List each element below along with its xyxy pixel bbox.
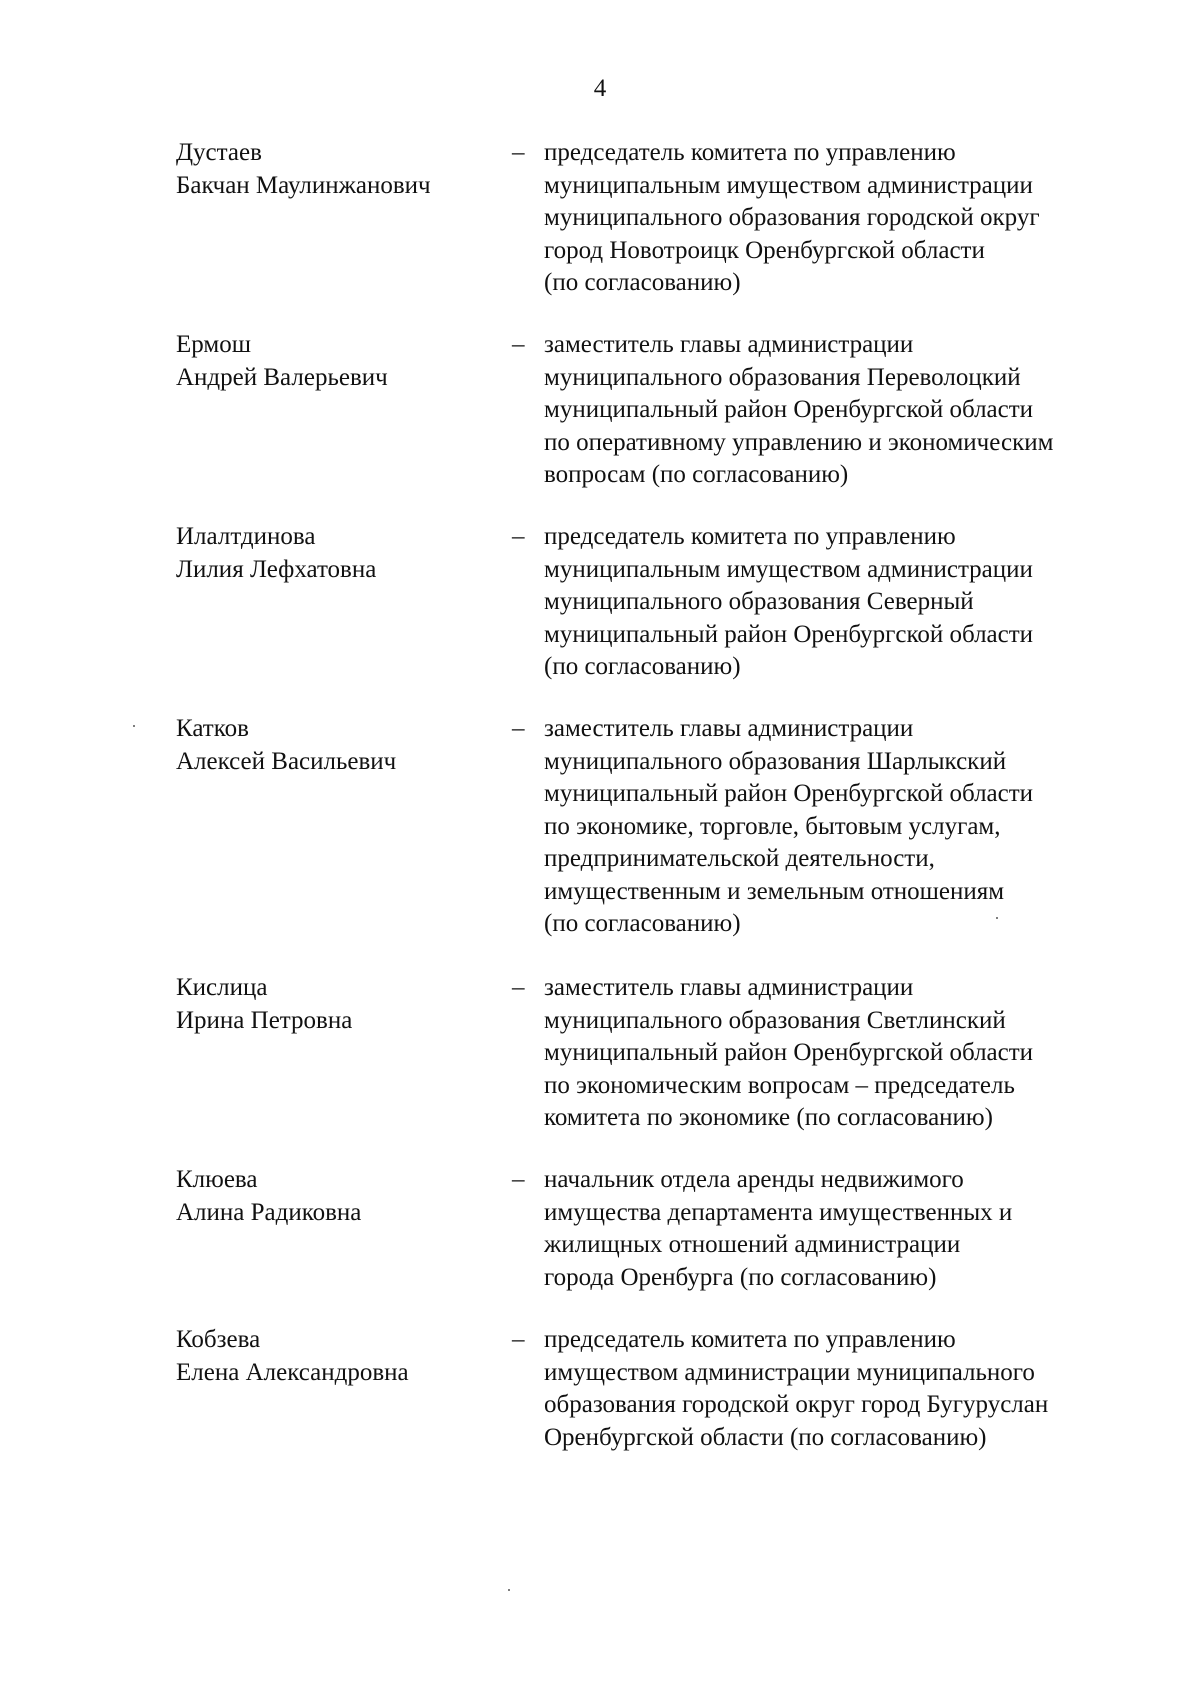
member-name [176,1164,506,1229]
position-line: имуществом администрации муниципального [544,1358,1035,1386]
member-name [176,972,506,1037]
position-line: города Оренбурга (по согласованию) [544,1263,937,1291]
position-line: (по согласованию) [544,653,741,680]
member-position [544,1324,1144,1454]
member-position [544,1164,1144,1294]
position-line: муниципального образования Переволоцкий [544,363,1021,391]
member-name [176,329,506,394]
position-line: муниципального образования Шарлыкский [544,747,1007,775]
position-line: вопросам (по согласованию) [544,461,849,488]
position-line: по экономическим вопросам – председатель [544,1071,1015,1099]
position-line: начальник отдела аренды недвижимого [544,1166,964,1193]
member-name [176,521,506,586]
position-line: муниципальный район Оренбургской области [544,1039,1034,1066]
position-line: комитета по экономике (по согласованию) [544,1104,993,1131]
position-line: город Новотроицк Оренбургской области [544,236,985,264]
position-line: муниципального образования городской округ [544,204,1040,231]
dash-separator: – [512,974,525,1001]
position-line: муниципальным имуществом администрации [544,171,1033,199]
dash-separator: – [512,139,525,166]
member-given-names: Лилия Лефхатовна [176,555,377,583]
scan-speck [508,1589,510,1591]
position-line: муниципальным имуществом администрации [544,555,1033,583]
position-line: имущества департамента имущественных и [544,1198,1013,1226]
member-position [544,329,1144,492]
position-line: муниципального образования Северный [544,588,974,615]
position-line: Оренбургской области (по согласованию) [544,1423,987,1451]
page-number: 4 [593,75,607,102]
member-surname: Илалтдинова [176,523,316,550]
position-line: председатель комитета по управлению [544,139,956,166]
dash-separator: – [512,331,525,358]
dash-separator: – [512,1166,525,1193]
member-surname: Кобзева [176,1326,261,1353]
dash-separator: – [512,523,525,550]
member-given-names: Ирина Петровна [176,1006,353,1034]
member-surname: Ермош [176,331,251,358]
scan-speck [133,725,135,727]
position-line: жилищных отношений администрации [544,1231,961,1258]
member-position [544,972,1144,1135]
dash-separator: – [512,715,525,742]
position-line: муниципальный район Оренбургской области [544,396,1034,423]
scan-speck [996,917,998,919]
position-line: заместитель главы администрации [544,715,914,742]
position-line: по оперативному управлению и экономическим [544,428,1054,456]
member-given-names: Елена Александровна [176,1358,409,1386]
member-surname: Катков [176,715,249,742]
member-given-names: Андрей Валерьевич [176,363,388,391]
position-line: предпринимательской деятельности, [544,845,935,872]
member-name [176,137,506,202]
position-line: по экономике, торговле, бытовым услугам, [544,812,1001,840]
member-surname: Клюева [176,1166,258,1193]
position-line: муниципальный район Оренбургской области [544,620,1034,648]
member-given-names: Алексей Васильевич [176,747,397,775]
dash-separator: – [512,1326,525,1353]
member-surname: Дустаев [176,139,262,166]
member-given-names: Бакчан Маулинжанович [176,171,431,199]
position-line: председатель комитета по управлению [544,523,956,550]
member-position [544,521,1144,684]
position-line: (по согласованию) [544,269,741,296]
member-position [544,713,1144,941]
position-line: председатель комитета по управлению [544,1326,956,1353]
position-line: заместитель главы администрации [544,974,914,1001]
position-line: муниципальный район Оренбургской области [544,780,1034,807]
member-given-names: Алина Радиковна [176,1198,362,1226]
member-name [176,713,506,778]
member-name [176,1324,506,1389]
member-position [544,137,1144,300]
position-line: образования городской округ город Бугуруслан [544,1391,1049,1418]
position-line: заместитель главы администрации [544,331,914,358]
position-line: (по согласованию) [544,910,741,937]
position-line: имущественным и земельным отношениям [544,877,1005,905]
position-line: муниципального образования Светлинский [544,1006,1006,1034]
member-surname: Кислица [176,974,268,1001]
